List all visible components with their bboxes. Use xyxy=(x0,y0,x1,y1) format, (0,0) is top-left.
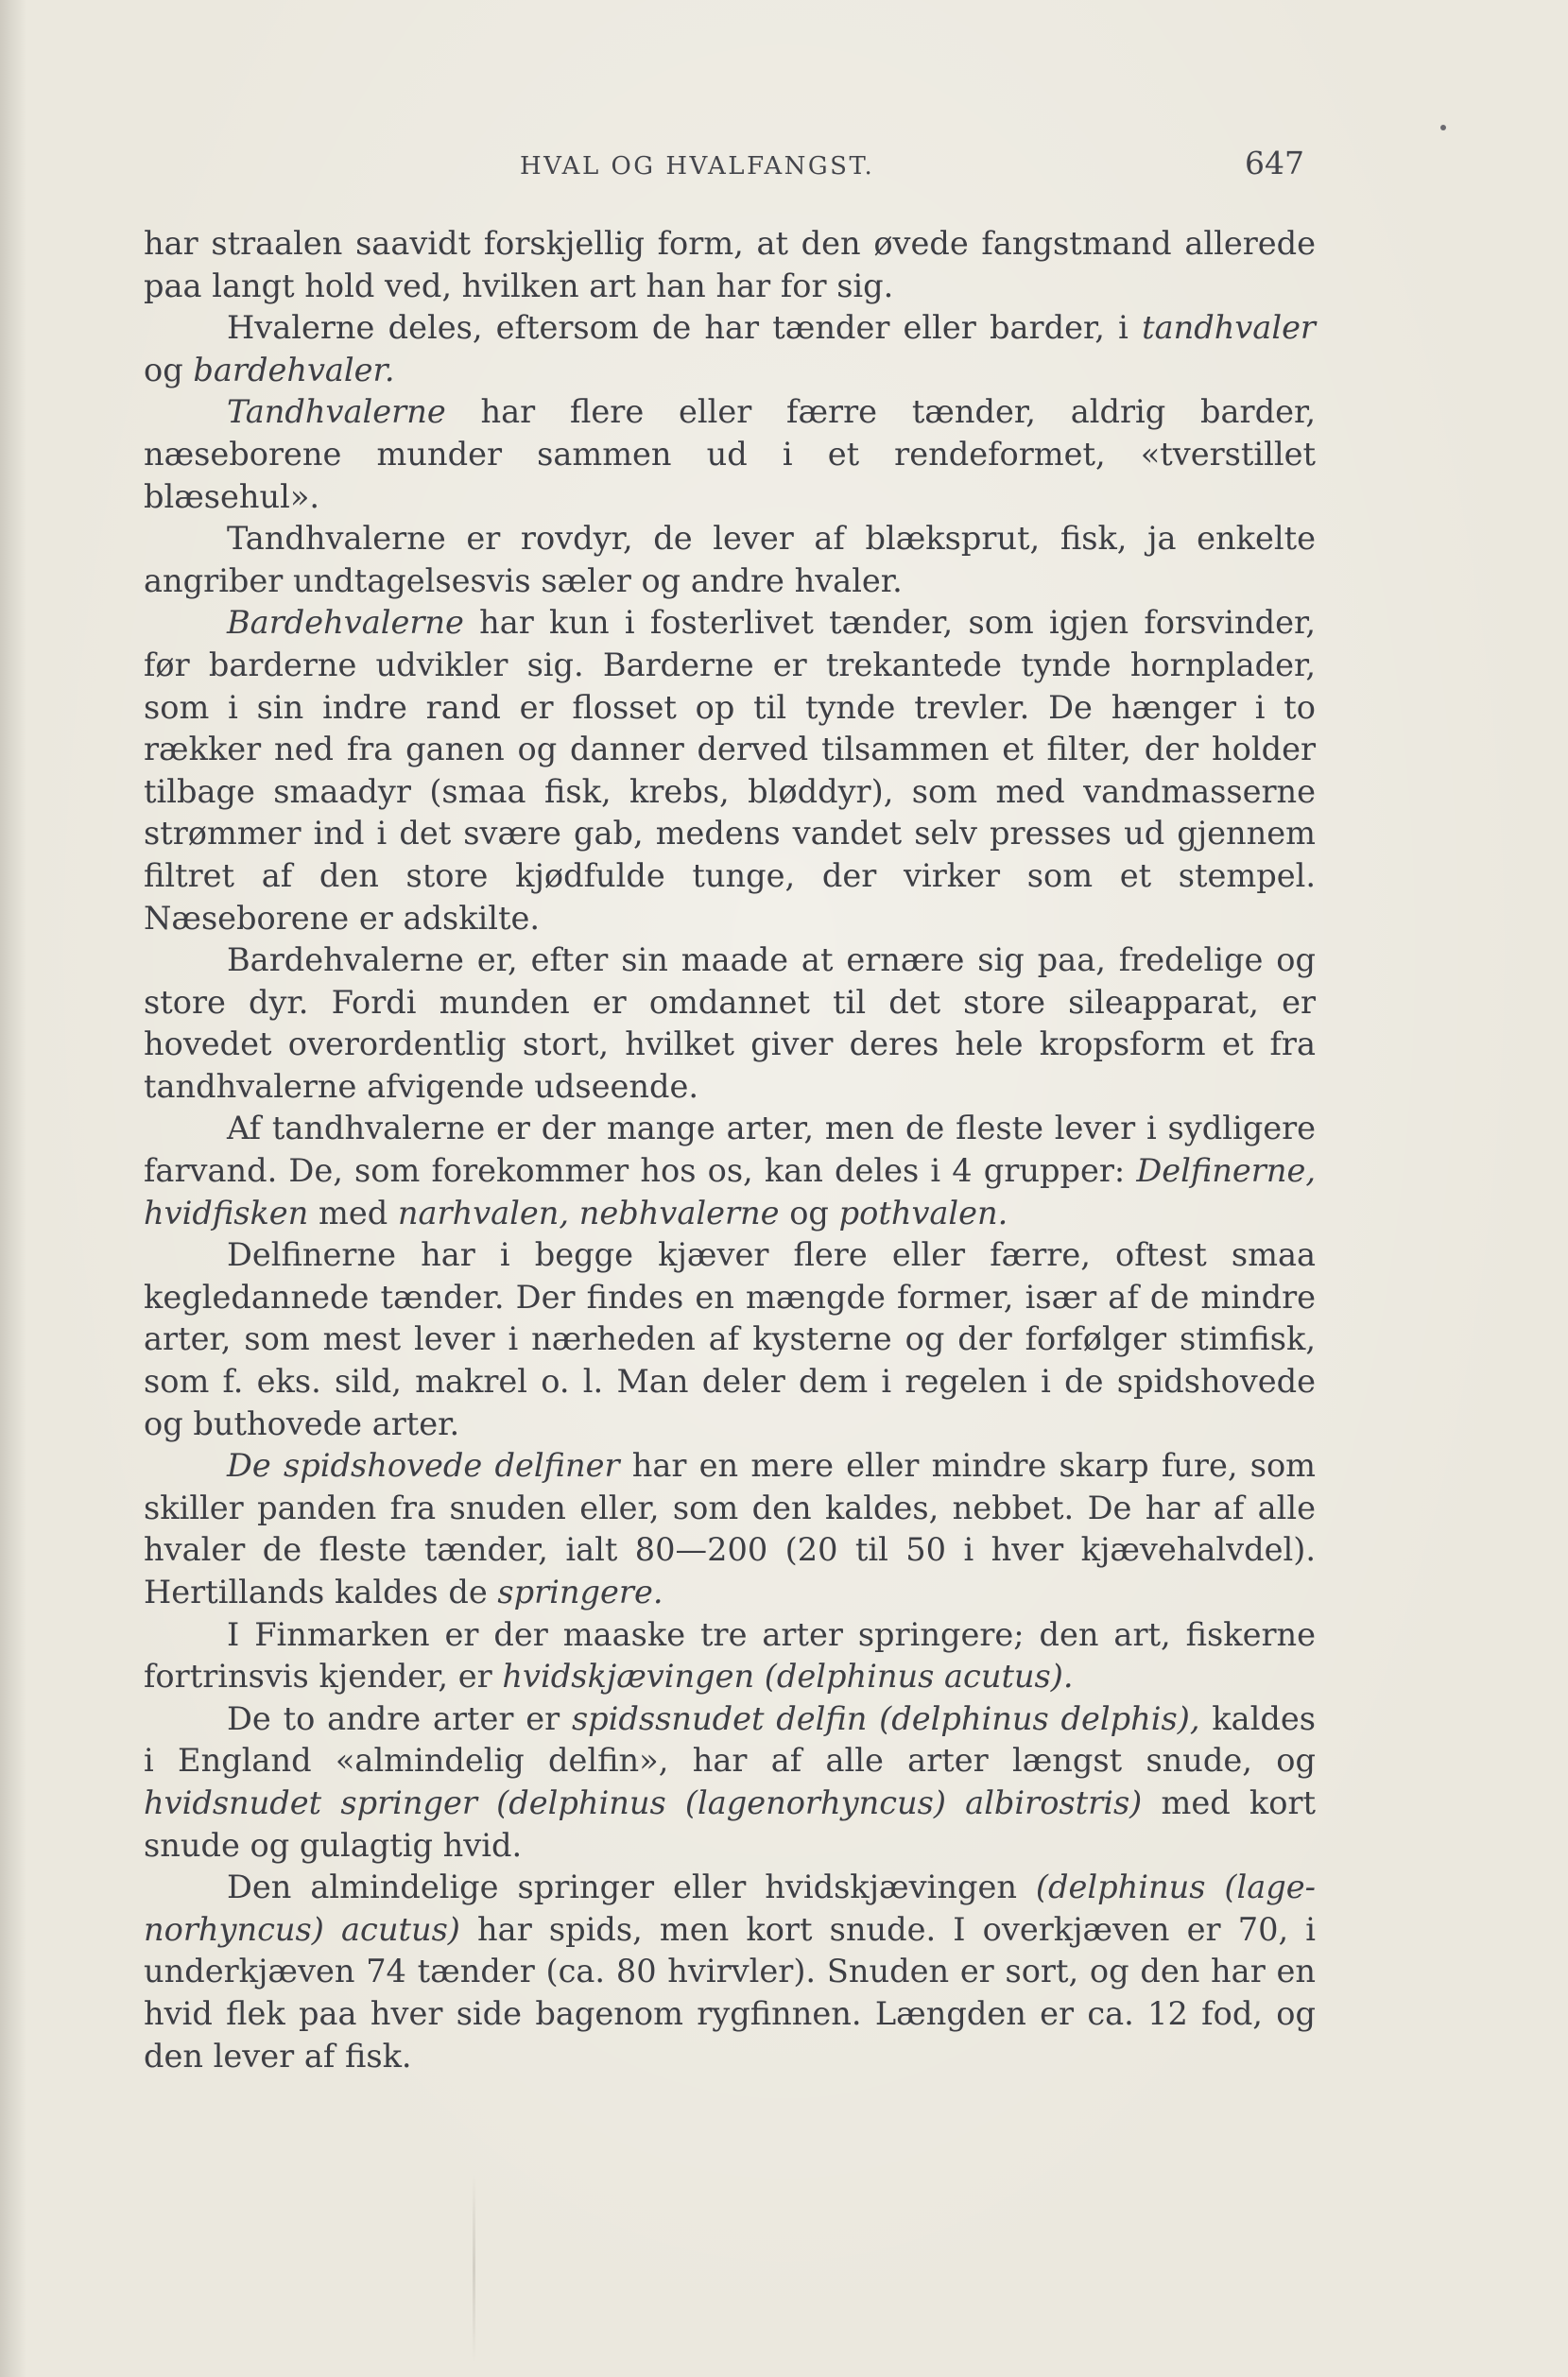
text-run: har kun i fosterlivet tænder, som igjen forsvinder, før barderne udvikler sig. Barderne er trekantede tynde hornplader, som i sin indre rand er flosset op til tynde trevler. De hænger i to rækker ned fra ganen og danner derved tilsammen et filter, der holder tilbage smaadyr (smaa fisk, krebs, bløddyr), som med vandmasserne strømmer ind i det svære gab, medens vandet selv presses ud gjennem filtret af den store kjødfulde tunge, der virker som et stempel. Næseborene er adskilte. xyxy=(144,604,1316,937)
text-run: har spids, men kort snude. I overkjæven er 70, i underkjæven 74 tænder (ca. 80 hvirvler). Snuden er sort, og den har en hvid flek paa hver side bagenom rygfinnen. Længden er ca. 12 fod, og den lever af fisk. xyxy=(144,1910,1316,2075)
italic-term: Bardehvalerne xyxy=(227,604,464,642)
paragraph xyxy=(144,518,1316,602)
paragraph xyxy=(144,1614,1316,1698)
text-run: og xyxy=(779,1194,839,1232)
text-run: med kort snude og gulagtig hvid. xyxy=(144,1783,1316,1864)
page-header xyxy=(142,145,1304,190)
text-run: Bardehvalerne er, efter sin maade at ernære sig paa, fredelige og store dyr. Fordi munden er omdannet til det store sileapparat, er hovedet overordentlig stort, hvilket giver deres hele kropsform et fra tandhvalerne afvigende udseende. xyxy=(144,941,1316,1105)
italic-term: Tandhvalerne xyxy=(227,393,446,431)
italic-term: tandhvaler xyxy=(1142,309,1316,347)
page-crease xyxy=(473,2174,475,2363)
italic-term: (delphinus (lagenorhyncus) acutus) xyxy=(144,1869,1316,1948)
italic-term: spidssnudet delfin (delphinus delphis), xyxy=(571,1699,1200,1737)
italic-term: De spidshovede delfiner xyxy=(227,1447,620,1485)
paragraph xyxy=(144,1867,1316,2077)
page-number: 647 xyxy=(1245,145,1304,181)
text-run: har en mere eller mindre skarp fure, som skiller panden fra snuden eller, som den kaldes, nebbet. De har af alle hvaler de fleste tænder, ialt 80—200 (20 til 50 i hver kjævehalvdel). Hertillands kaldes de xyxy=(144,1447,1316,1611)
text-run: Af tandhvalerne er der mange arter, men de fleste lever i sydligere farvand. De, som forekommer hos os, kan deles i 4 grupper: xyxy=(144,1110,1316,1190)
italic-term: bardehvaler. xyxy=(193,351,395,388)
italic-term: pothvalen. xyxy=(838,1194,1008,1232)
paragraph xyxy=(144,223,1316,307)
text-run: og xyxy=(144,351,194,388)
text-run: har flere eller færre tænder, aldrig barder, næseborene munder sammen ud i et rendeformet, «tverstillet blæsehul». xyxy=(144,393,1316,515)
text-run: Hvalerne deles, eftersom de har tænder eller barder, i xyxy=(227,309,1143,347)
paragraph xyxy=(144,939,1316,1108)
text-run: Den almindelige springer eller hvidskjævingen xyxy=(227,1869,1036,1906)
paragraph xyxy=(144,602,1316,939)
ink-speck xyxy=(1440,125,1446,130)
italic-term: springere. xyxy=(497,1574,663,1611)
running-title: HVAL OG HVALFANGST. xyxy=(520,152,875,181)
paragraph xyxy=(144,1445,1316,1613)
text-run: har straalen saavidt forskjellig form, at den øvede fangstmand allerede paa langt hold ved, hvilken art han har for sig. xyxy=(144,225,1316,304)
italic-term: Delfinerne, hvidfisken xyxy=(144,1152,1316,1232)
text-run: De to andre arter er xyxy=(227,1699,572,1737)
text-run: kaldes i England «almindelig delfin», har af alle arter længst snude, og xyxy=(144,1699,1316,1780)
italic-term: hvidsnudet springer (delphinus (lagenorhyncus) albirostris) xyxy=(144,1783,1143,1821)
text-run: Delfinerne har i begge kjæver flere eller færre, oftest smaa kegledannede tænder. Der findes en mængde former, især af de mindre arter, som mest lever i nærheden af kysterne og der forfølger stimfisk, som f. eks. sild, makrel o. l. Man deler dem i regelen i de spidshovede og buthovede arter. xyxy=(144,1236,1316,1442)
text-run: Tandhvalerne er rovdyr, de lever af blæksprut, fisk, ja enkelte angriber undtagelsesvis sæler og andre hvaler. xyxy=(144,520,1316,599)
paragraph xyxy=(144,1234,1316,1445)
paragraph xyxy=(144,307,1316,391)
italic-term: hvidskjævingen (delphinus acutus). xyxy=(502,1658,1074,1696)
paragraph xyxy=(144,391,1316,518)
paragraph xyxy=(144,1698,1316,1867)
paragraph xyxy=(144,1108,1316,1234)
italic-term: narhvalen, nebhvalerne xyxy=(397,1194,780,1232)
text-run: med xyxy=(308,1194,398,1232)
binding-shadow xyxy=(0,0,26,2377)
text-run: I Finmarken er der maaske tre arter springere; den art, fiskerne fortrinsvis kjender, er xyxy=(144,1615,1316,1696)
body-text xyxy=(144,223,1316,2161)
